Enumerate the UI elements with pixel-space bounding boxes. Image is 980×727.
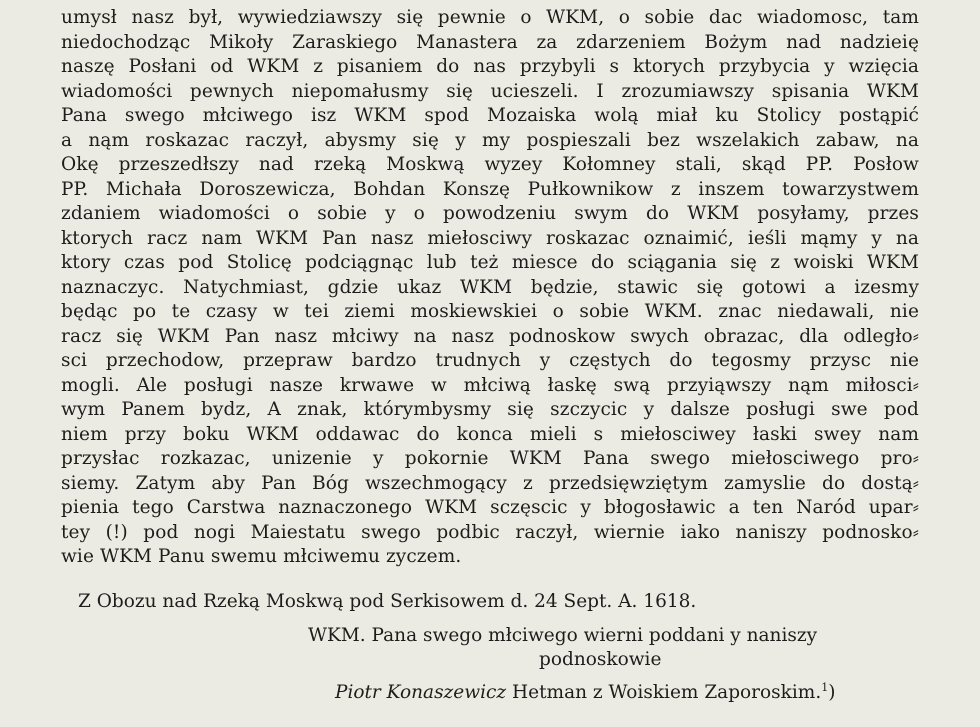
text-line: Pana swego młciwego isz WKM spod Mozaiska wolą miał ku Stolicy postąpić — [61, 105, 919, 126]
text-line: ktorych racz nam WKM Pan nasz miełosciwy roskazac oznaimić, ieśli mąmy y na — [61, 227, 919, 249]
text-line: niem przy boku WKM oddawac do konca mieli s miełosciwey łaski swey nam — [61, 423, 919, 445]
text-line: będąc po te czasy w tei ziemi moskiewskiei o sobie WKM. znac niedawali, nie — [61, 301, 919, 322]
text-line: wym Panem bydz, A znak, którymbysmy się szczycic y dalsze posługi swe pod — [61, 399, 919, 420]
signatory-name: Piotr Konaszewicz — [335, 682, 507, 703]
text-line: a nąm roskazac raczył, abysmy się y my pospieszali bez wszelakich zabaw, na — [61, 129, 919, 151]
text-line: niedochodząc Mikoły Zaraskiego Manastera za zdarzeniem Bożym nad nadzieię — [61, 31, 919, 53]
text-line: zdaniem wiadomości o sobie y o powodzeniu swym do WKM posyłamy, przes — [61, 203, 919, 224]
text-line: PP. Michała Doroszewicza, Bohdan Konszę Pułkownikow z inszem towarzystwem — [61, 178, 919, 200]
text-line: naznaczyc. Natychmiast, gdzie ukaz WKM będzie, stawic się gotowi a izesmy — [61, 276, 919, 298]
closing-paren: ) — [828, 682, 836, 703]
signature-line — [335, 681, 835, 705]
signature-salutation-continued: podnoskowie — [539, 649, 662, 670]
text-line: wiadomości pewnych niepomałusmy się ucieszeli. I zrozumiawszy spisania WKM — [61, 80, 919, 102]
text-line: przysłac rozkazac, unizenie y pokornie WKM Pana swego miełosciwego pro⸗ — [61, 448, 919, 469]
letter-body — [61, 6, 919, 570]
signature-salutation: WKM. Pana swego młciwego wierni poddani y naniszy — [308, 625, 818, 646]
text-line: naszę Posłani od WKM z pisaniem do nas przybyli s ktorych przybycia y wzięcia — [61, 56, 919, 77]
signature-block — [300, 624, 940, 703]
text-line: Okę przeszedłszy nad rzeką Moskwą wyzey Kołomney stali, skąd PP. Posłow — [61, 154, 919, 175]
text-line-last: wie WKM Panu swemu młciwemu zyczem. — [61, 546, 462, 567]
signatory-title: Hetman z Woiskiem Zaporoskim. — [506, 682, 822, 703]
text-line: umysł nasz był, wywiedziawszy się pewnie o WKM, o sobie dac wiadomosc, tam — [61, 7, 919, 28]
footnote-marker: 1 — [821, 680, 829, 694]
dateline: Z Obozu nad Rzeką Moskwą pod Serkisowem d. 24 Sept. A. 1618. — [78, 591, 697, 612]
text-line: sci przechodow, przepraw bardzo trudnych y częstych do tegosmy przysc nie — [61, 350, 919, 371]
text-line: ktory czas pod Stolicę podciągnąc lub też miesce do sciągania się z woiski WKM — [61, 252, 919, 273]
text-line: mogli. Ale posługi nasze krwawe w młciwą łaskę swą przyiąwszy nąm miłosci⸗ — [61, 374, 919, 396]
text-line: racz się WKM Pan nasz młciwy na nasz podnoskow swych obrazac, dla odległo⸗ — [61, 325, 919, 347]
text-line: tey (!) pod nogi Maiestatu swego podbic raczył, wiernie iako naniszy podnosko⸗ — [61, 521, 919, 543]
text-line: siemy. Zatym aby Pan Bóg wszechmogący z przedsięwziętym zamyslie do dostą⸗ — [61, 472, 919, 494]
text-line: pienia tego Carstwa naznaczonego WKM sczęscic y błogosławic a ten Naród upar⸗ — [61, 497, 919, 518]
